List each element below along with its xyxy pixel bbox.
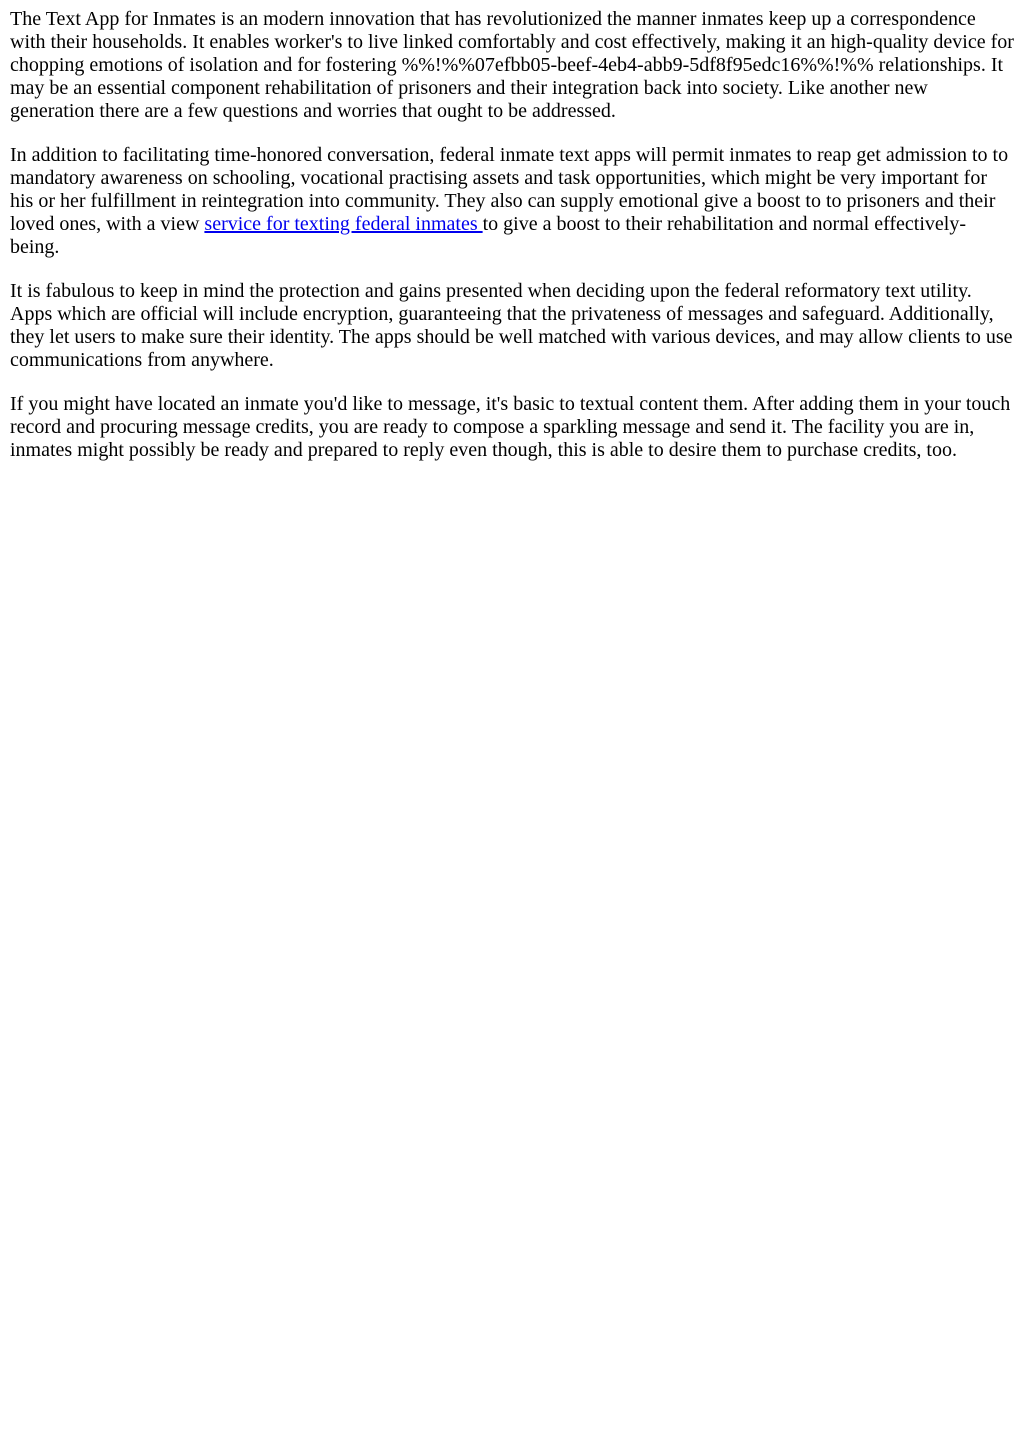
paragraph-3: It is fabulous to keep in mind the protection and gains presented when deciding upon the federal reformatory text utility. Apps which are official will include encryption, guaranteeing that the privateness of messages and safeguard. Additionally, they let users to make sure their identity. The apps should be well matched with various devices, and may allow clients to use communications from anywhere.: [10, 280, 1013, 371]
paragraph-4: If you might have located an inmate you'd like to message, it's basic to textual content them. After adding them in your touch record and procuring message credits, you are ready to compose a sparkling message and send it. The facility you are in, inmates might possibly be ready and prepared to reply even though, this is able to desire them to purchase credits, too.: [10, 393, 1011, 461]
paragraph-2-text-after-link: to give a boost to their rehabilitation and normal effectively-being.: [10, 213, 966, 258]
paragraph-2-text-before-link: In addition to facilitating time-honored conversation, federal inmate text apps will permit inmates to reap get admission to to mandatory awareness on schooling, vocational practising assets and task opportunities, which might be very important for his or her fulfillment in reintegration into community. They also can supply emotional give a boost to to prisoners and their loved ones, with a view: [10, 144, 1009, 235]
paragraph-1: The Text App for Inmates is an modern innovation that has revolutionized the manner inmates keep up a correspondence with their households. It enables worker's to live linked comfortably and cost effectively, making it an high-quality device for chopping emotions of isolation and for fostering %%!%%07efbb05-beef-4eb4-abb9-5df8f95edc16%%!%% relationships. It may be an essential component rehabilitation of prisoners and their integration back into society. Like another new generation there are a few questions and worries that ought to be addressed.: [10, 8, 1014, 122]
paragraph-2: [10, 144, 1014, 259]
texting-service-link[interactable]: service for texting federal inmates: [204, 213, 483, 235]
article-body: [10, 8, 1014, 462]
